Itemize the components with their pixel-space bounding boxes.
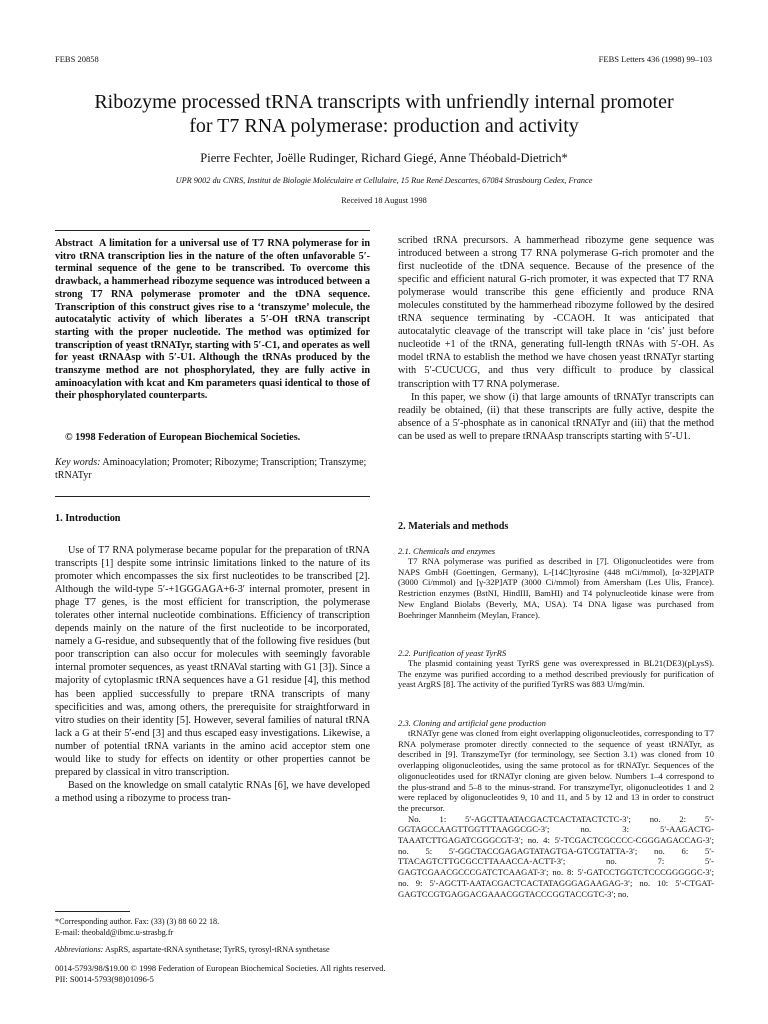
paragraph: The plasmid containing yeast TyrRS gene was overexpressed in BL21(DE3)(pLysS). The enzyme was purified according to a method described previously for purification of yeast ArgRS [8]. The activity of the purified TyrRS was 883 U/mg/min. (398, 658, 714, 690)
subsection-title: 2.3. Cloning and artificial gene production (398, 718, 546, 728)
sequences: No. 1: 5′-AGCTTAATACGACTCACTATACTCTC-3′; no. 2: 5′-GGTAGCCAAGTTGGTTTAAGGCGC-3′; no. 3: 5′-AAGACTG-TAAATCTTGAGATCGGGCGT-3′; no. 4: 5′-TCGACTCGCCCC-CGGGAGACCAG-3′; no. 5: 5′-GGCTACCGAGAGTATAGTGA-GTCGTATTA-3′; no. 6: 5′-TTACAGTCTTGCGCCTTAAACCA-ACTT-3′; no. 7: 5′-GAGTCGAACGCCCGATCTCAAGAT-3′; no. 8: 5′-GATCCTGGTCTCCCGGGGGC-3′; no. 9: 5′-AGCTT-AATACGACTCACTATAGGGAGAAGAG-3′; no. 10: 5′-CTGAT-GAGTCCGTGAGGACGAAACGGTACCCGGTACCGTC-3′; no. (398, 813, 714, 899)
section-heading: 2. Materials and methods (398, 521, 509, 532)
journal-code: FEBS 20858 (55, 54, 99, 64)
paragraph: T7 RNA polymerase was purified as described in [7]. Oligonucleotides were from NAPS GmbH (Goettingen, Germany), L-[14C]tyrosine (448 mCi/mmol), [α-32P]ATP (3000 Ci/mmol) and [γ-32P]ATP (3000 Ci/mmol) from Amersham (Les Ulis, France). Restriction enzymes (BstNI, HindIII, BamHI) and T4 polynucleotide kinase were from New England Biolabs (Beverly, MA, USA). T4 DNA ligase was purchased from Boehringer Mannheim (Meylan, France). (398, 556, 714, 620)
abbreviations-label: Abbreviations: (55, 945, 104, 954)
paragraph: Based on the knowledge on small catalytic RNAs [6], we have developed a method using a ribozyme to process tran- (55, 779, 370, 804)
abstract (55, 238, 370, 403)
journal-citation: FEBS Letters 436 (1998) 99–103 (598, 54, 712, 64)
methods-2-2 (398, 648, 714, 690)
paragraph: scribed tRNA precursors. A hammerhead ribozyme gene sequence was introduced between a strong T7 RNA polymerase G-rich promoter and the first nucleotide of the tDNA sequence. Because of the presence of the specific and efficient natural G-rich promoter, it was expected that T7 RNA polymerase would transcribe this gene efficiently and produce RNA molecules constituted by the hammerhead ribozyme followed by the desired tRNA sequence terminating by -CCAOH. It was anticipated that autocatalytic cleavage of the transcript will take place in ‘cis’ just before nucleotide +1 of the tRNA, generating full-length tRNAs with 5′-OH. As model tRNA to establish the method we have chosen yeast tRNATyr starting with 5′-CUCUCG, and thus very difficult to produce by classical transcription with T7 RNA polymerase. (398, 235, 714, 390)
divider (55, 230, 370, 231)
corresponding-author: *Corresponding author. Fax: (33) (3) 88 60 22 18. (55, 917, 220, 926)
paragraph: tRNATyr gene was cloned from eight overlapping oligonucleotides, corresponding to T7 RNA polymerase promoter directly connected to the sequence of yeast tRNATyr, as described in [9]. TranszymeTyr (for terminology, see Section 3.1) was cloned from 10 overlapping oligonucleotides, using the same protocol as for tRNATyr. Sequences of the oligonucleotides used for tRNATyr cloning are given below. Numbers 1–4 correspond to the plus-strand and 5–8 to the minus-strand. For transzymeTyr, oligonucleotides 1 and 2 were replaced by oligonucleotides 9, 10 and 11, and 5 by 12 and 13 in order to construct the precursor. (398, 728, 714, 813)
footer (55, 963, 386, 985)
methods-2-1 (398, 546, 714, 620)
authors: Pierre Fechter, Joëlle Rudinger, Richard Giegé, Anne Théobald-Dietrich* (200, 151, 568, 165)
subsection-title: 2.1. Chemicals and enzymes (398, 546, 496, 556)
paper-title (40, 90, 728, 138)
title-line: Ribozyme processed tRNA transcripts with unfriendly internal promoter (94, 91, 674, 113)
paragraph: Use of T7 RNA polymerase became popular for the preparation of tRNA transcripts [1] despite some intrinsic limitations linked to the nature of its promoter which encompasses the six first nucleotides to be transcribed [2]. Although the wild-type 5′-+1GGGAGA+6-3′ internal promoter, present in phage T7 genes, is the most efficient for transcription, the polymerase tolerates other internal nucleotide combinations. Efficiency of transcription depends mainly on the nature of the first nucleotide to be incorporated, namely a G-residue, and subsequently that of the following five residues (but poor transcription can also occur for molecules with seemingly favorable internal promoter sequences, as yeast tRNAVal starting with G1 [3]). Since a majority of cytoplasmic tRNA sequences have a G1 residue [4], this method has been applied successfully to prepare tRNA transcripts of many specificities and was, among others, the prerequisite for straightforward in vitro studies on their identity [5]. However, several families of natural tRNA lack a G at their 5′-end [3] and thus escaped easy investigations. Likewise, a number of potential tRNA variants in the amino acid acceptor stem one would like to study for effects on identity or other properties cannot be prepared by classical in vitro transcription. (55, 545, 370, 778)
abstract-text: A limitation for a universal use of T7 RNA polymerase for in vitro tRNA transcription lies in the nature of the often unfavorable 5′-terminal sequence of the gene to be transcribed. To overcome this drawback, a hammerhead ribozyme sequence was introduced between a strong T7 RNA polymerase promoter and the tDNA sequence. Transcription of this construct gives rise to a ‘transzyme’ molecule, the autocatalytic activity of which liberates a 5′-OH tRNA transcript starting with the proper nucleotide. The method was optimized for transcription of yeast tRNATyr, starting with 5′-C1, and operates as well for yeast tRNAAsp with 5′-U1. Although the tRNAs produced by the transzyme method are not phosphorylated, they are fully active in aminoacylation with kcat and Km parameters quasi identical to those of their phosphorylated counterparts. (55, 238, 371, 402)
paragraph: In this paper, we show (i) that large amounts of tRNATyr transcripts can readily be obtained, (ii) that these transcripts are fully active, despite the absence of a 5′-phosphate as in canonical tRNATyr and (iii) that the method can be used as well to prepare tRNAAsp transcripts starting with 5′-U1. (398, 391, 714, 442)
affiliation: UPR 9002 du CNRS, Institut de Biologie Moléculaire et Cellulaire, 15 Rue René Descartes, 67084 Strasbourg Cedex, France (175, 176, 593, 185)
keywords-label: Key words: (55, 457, 101, 468)
methods-2-3 (398, 718, 714, 899)
keywords-text: Aminoacylation; Promoter; Ribozyme; Transcription; Transzyme; tRNATyr (55, 457, 367, 481)
keywords (55, 457, 370, 482)
footnotes (55, 917, 370, 956)
section-heading: 1. Introduction (55, 513, 121, 524)
abbreviations (55, 945, 370, 956)
divider (55, 496, 370, 497)
intro-continued (398, 234, 714, 443)
received-date: Received 18 August 1998 (341, 196, 427, 205)
copyright: © 1998 Federation of European Biochemical Societies. (65, 432, 301, 443)
abbreviations-text: AspRS, aspartate-tRNA synthetase; TyrRS, tyrosyl-tRNA synthetase (104, 945, 330, 954)
footer-copyright: 0014-5793/98/$19.00 © 1998 Federation of European Biochemical Societies. All rights reserved. (55, 963, 386, 973)
intro-text (55, 544, 370, 805)
subsection-title: 2.2. Purification of yeast TyrRS (398, 648, 507, 658)
abstract-label: Abstract (55, 238, 93, 249)
footnote-divider (55, 911, 130, 912)
email: E-mail: theobald@ibmc.u-strasbg.fr (55, 927, 174, 937)
footer-pii: PII: S0014-5793(98)01096-5 (55, 974, 154, 984)
title-line: for T7 RNA polymerase: production and activity (189, 115, 579, 137)
